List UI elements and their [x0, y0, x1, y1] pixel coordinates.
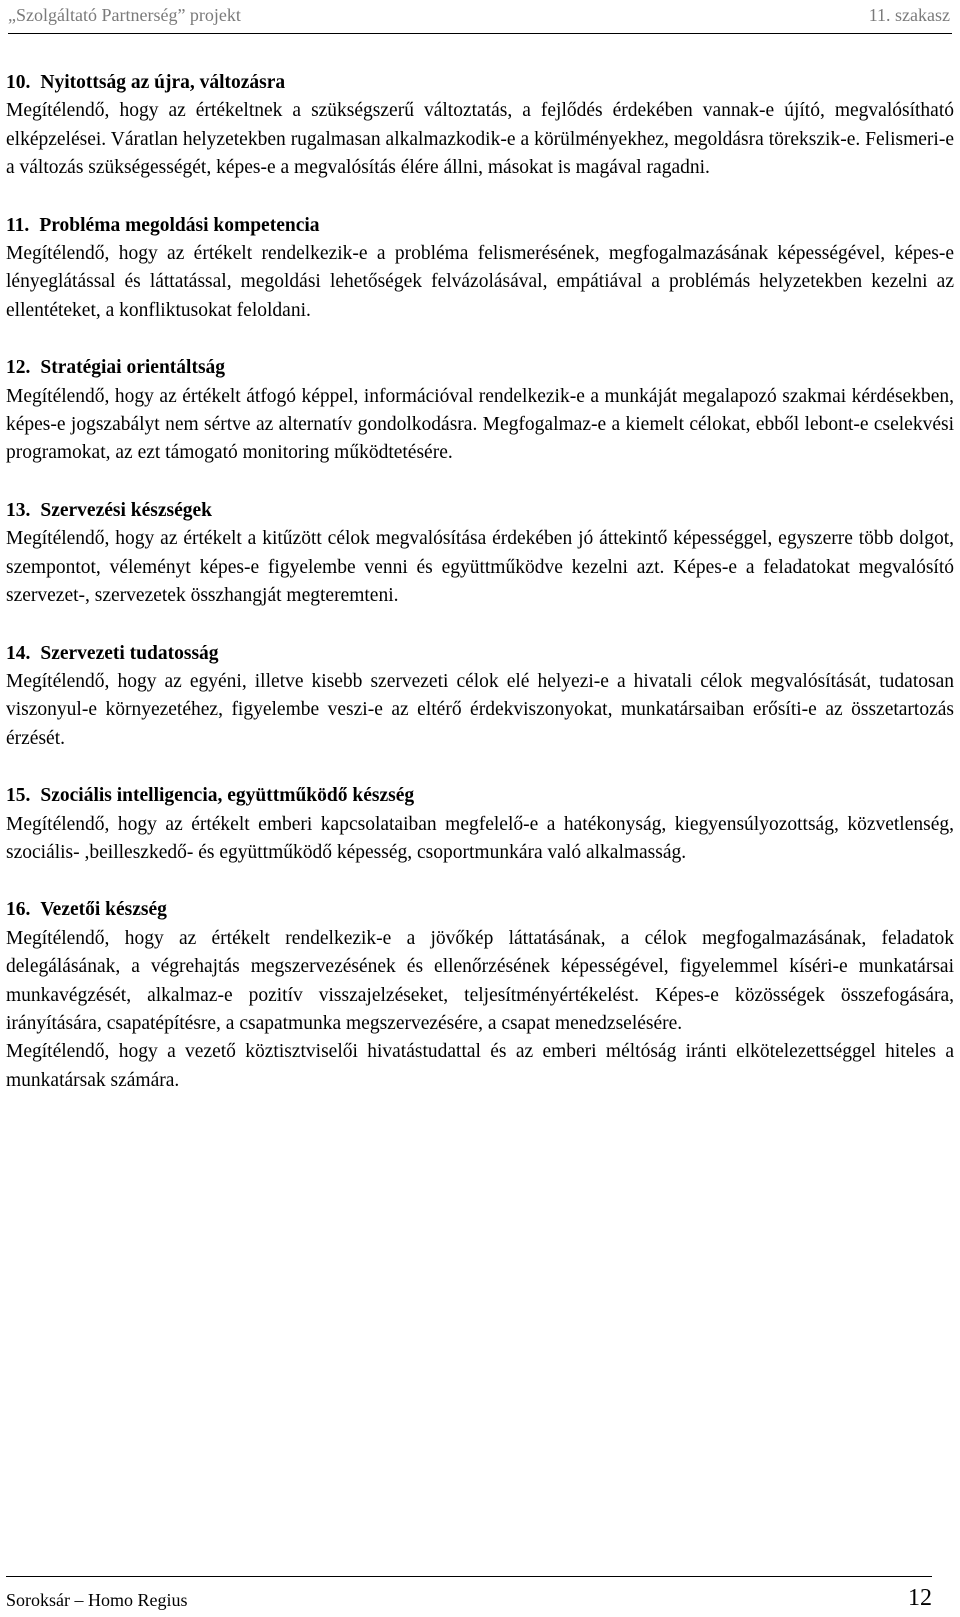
section-paragraph: Megítélendő, hogy az értékelt rendelkezik-e a jövőkép láttatásának, a célok megfogalmazásának, feladatok delegálásának, a végrehajtás megszervezésének és ellenőrzésének képességével, figyelemmel kíséri-e munkatársai munkavégzését, alkalmaz-e pozitív visszajelzéseket, teljesítményértékelést. Képes-e közösségek összefogására, irányítására, csapatépítésre, a csapatmunka megszervezésére, a csapat menedzselésére.	[6, 927, 954, 1034]
section-15	[6, 782, 954, 867]
section-paragraph: Megítélendő, hogy az egyéni, illetve kisebb szervezeti célok elé helyezi-e a hivatali célok megvalósítását, tudatosan viszonyul-e környezetéhez, figyelembe veszi-e az eltérő érdekviszonyokat, munkatársaiban erősíti-e az összetartozás érzését.	[6, 670, 954, 749]
section-number: 15.	[6, 785, 31, 807]
section-title: Szervezési készségek	[40, 499, 213, 521]
footer-divider	[6, 1576, 932, 1577]
section-title: Nyitottság az újra, változásra	[40, 72, 286, 93]
section-paragraph: Megítélendő, hogy az értékelt emberi kapcsolataiban megfelelő-e a hatékonyság, kiegyensúlyozottság, közvetlenség, szociális- ,beilleszkedő- és együttműködő képesség, csoportmunkára való alkalmasság.	[6, 813, 954, 863]
section-number: 11.	[6, 214, 30, 236]
section-heading	[6, 354, 954, 382]
section-10	[6, 69, 954, 183]
section-title: Vezetői készség	[40, 899, 167, 921]
section-heading	[6, 640, 954, 668]
section-16	[6, 896, 954, 1095]
section-paragraph: Megítélendő, hogy az értékelt rendelkezik-e a probléma felismerésének, megfogalmazásának képességével, képes-e lényeglátással és láttatással, megoldási lehetőségek felvázolásával, empátiával a problémás helyzetekben kezelni az ellentéteket, a konfliktusokat feloldani.	[6, 243, 954, 321]
section-title: Stratégiai orientáltság	[40, 357, 226, 379]
section-title: Szervezeti tudatosság	[40, 642, 219, 664]
section-14	[6, 640, 954, 754]
header-project-title: „Szolgáltató Partnerség” projekt	[8, 5, 241, 25]
section-heading	[6, 69, 954, 97]
page-footer	[6, 1576, 932, 1616]
section-13	[6, 497, 954, 611]
section-11	[6, 212, 954, 326]
section-heading	[6, 896, 954, 924]
section-number: 14.	[6, 642, 31, 664]
section-heading	[6, 212, 954, 240]
section-paragraph: Megítélendő, hogy a vezető köztisztviselői hivatástudattal és az emberi méltóság iránti elkötelezettséggel hiteles a munkatársak számára.	[6, 1041, 954, 1091]
section-paragraph: Megítélendő, hogy az értékeltnek a szükségszerű változtatás, a fejlődés érdekében vannak-e újító, megvalósítható elképzelései. Váratlan helyzetekben rugalmasan alkalmazkodik-e a körülményekhez, megoldásra törekszik-e. Felismeri-e a változás szükségességét, képes-e a megvalósítás élére állni, másokat is magával ragadni.	[6, 100, 954, 179]
section-heading	[6, 497, 954, 525]
section-number: 16.	[6, 899, 31, 921]
section-number: 10.	[6, 72, 31, 93]
section-number: 13.	[6, 499, 31, 521]
header-section-label: 11. szakasz	[868, 5, 950, 25]
section-title: Probléma megoldási kompetencia	[39, 214, 320, 236]
section-paragraph: Megítélendő, hogy az értékelt átfogó képpel, információval rendelkezik-e a munkáját megalapozó szakmai kérdésekben, képes-e jogszabályt nem sértve az alternatív gondolkodásra. Megfogalmaz-e a kiemelt célokat, ebből lebont-e cselekvési programokat, az ezt támogató monitoring működtetésére.	[6, 385, 954, 464]
footer-organization: Soroksár – Homo Regius	[6, 1590, 188, 1610]
page-header	[8, 0, 952, 34]
section-paragraph: Megítélendő, hogy az értékelt a kitűzött célok megvalósítása érdekében jó áttekintő képességgel, egyszerre több dolgot, szempontot, véleményt képes-e figyelembe venni és együttműködve kezelni azt. Képes-e a feladatokat megvalósító szervezet-, szervezetek összhangját megteremteni.	[6, 528, 954, 607]
document-body	[6, 69, 954, 1124]
section-title: Szociális intelligencia, együttműködő készség	[40, 785, 415, 807]
section-heading	[6, 782, 954, 810]
section-number: 12.	[6, 357, 31, 379]
section-12	[6, 354, 954, 468]
page-number: 12	[908, 1585, 932, 1611]
